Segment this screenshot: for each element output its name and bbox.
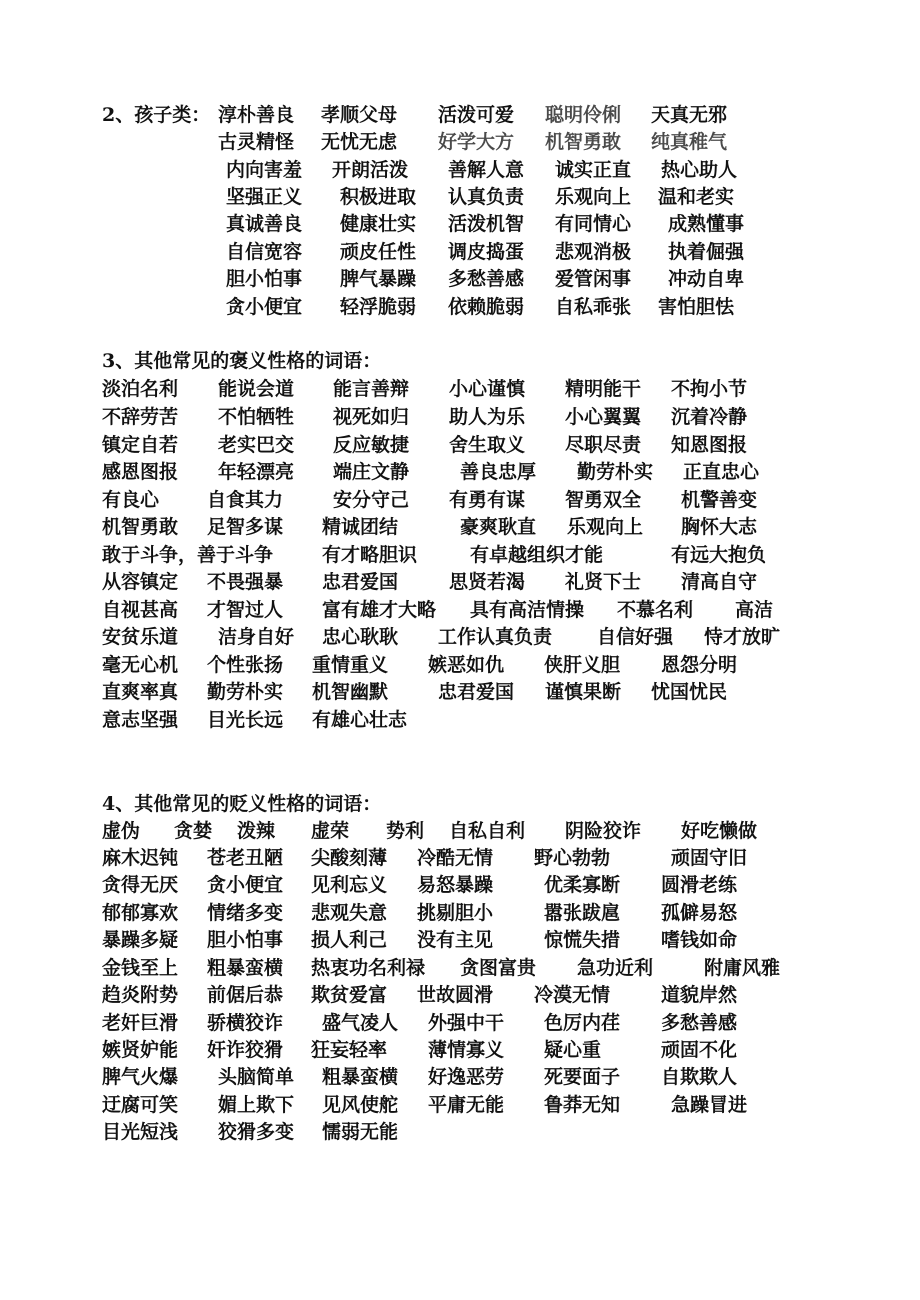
- trait-word: 贪得无厌: [102, 874, 179, 896]
- trait-word: 情绪多变: [207, 902, 284, 924]
- trait-word: 安分守己: [333, 489, 410, 511]
- word-row: [0, 513, 920, 541]
- trait-word: 好逸恶劳: [428, 1066, 505, 1088]
- trait-word: 色厉内荏: [544, 1012, 621, 1034]
- trait-word: 孤僻易怒: [661, 902, 738, 924]
- word-row: [0, 458, 920, 486]
- trait-word: 疑心重: [544, 1039, 602, 1061]
- trait-word: 爱管闲事: [555, 268, 632, 290]
- trait-word: 虚伪: [102, 820, 141, 842]
- trait-word: 智勇双全: [565, 489, 642, 511]
- section-heading: 3、其他常见的褒义性格的词语：: [102, 350, 382, 372]
- word-row: [0, 238, 920, 266]
- section-heading: 2、孩子类：: [102, 104, 211, 126]
- word-row: [0, 1009, 920, 1037]
- trait-word: 感恩图报: [102, 461, 179, 483]
- trait-word: 个性张扬: [207, 654, 284, 676]
- word-row: [0, 210, 920, 238]
- trait-word: 阴险狡诈: [565, 820, 642, 842]
- trait-word: 恩怨分明: [661, 654, 738, 676]
- trait-word: 有同情心: [555, 213, 632, 235]
- trait-word: 没有主见: [417, 929, 494, 951]
- trait-word: 助人为乐: [449, 406, 526, 428]
- trait-word: 健康壮实: [340, 213, 417, 235]
- trait-word: 薄情寡义: [428, 1039, 505, 1061]
- trait-word: 见风使舵: [322, 1094, 399, 1116]
- trait-word: 镇定自若: [102, 434, 179, 456]
- word-row: [0, 375, 920, 403]
- trait-word: 悲观失意: [311, 902, 388, 924]
- word-row: [0, 844, 920, 872]
- word-row: [0, 431, 920, 459]
- trait-word: 好学大方: [438, 131, 515, 153]
- trait-word: 忠心耿耿: [322, 626, 399, 648]
- word-row: [0, 1091, 920, 1119]
- trait-word: 野心勃勃: [534, 847, 611, 869]
- trait-word: 诚实正直: [555, 159, 632, 181]
- trait-word: 挑剔胆小: [417, 902, 494, 924]
- trait-word: 恃才放旷: [704, 626, 781, 648]
- trait-word: 淡泊名利: [102, 378, 179, 400]
- trait-word: 有勇有谋: [449, 489, 526, 511]
- trait-word: 无忧无虑: [321, 131, 398, 153]
- trait-word: 顽皮任性: [340, 241, 417, 263]
- trait-word: 机智幽默: [312, 681, 389, 703]
- trait-word: 小心谨慎: [449, 378, 526, 400]
- trait-word: 知恩图报: [671, 434, 748, 456]
- trait-word: 苍老丑陋: [207, 847, 284, 869]
- trait-word: 直爽率真: [102, 681, 179, 703]
- trait-word: 机警善变: [681, 489, 758, 511]
- trait-word: 死要面子: [544, 1066, 621, 1088]
- word-row: [0, 954, 920, 982]
- trait-word: 冷酷无情: [417, 847, 494, 869]
- word-row: [0, 403, 920, 431]
- trait-word: 嫉恶如仇: [428, 654, 505, 676]
- trait-word: 损人利己: [311, 929, 388, 951]
- trait-word: 急躁冒进: [671, 1094, 748, 1116]
- trait-word: 能说会道: [218, 378, 295, 400]
- word-row: [0, 265, 920, 293]
- section-heading: 4、其他常见的贬义性格的词语：: [102, 793, 382, 815]
- trait-word: 善良忠厚: [460, 461, 537, 483]
- trait-word: 趋炎附势: [102, 984, 179, 1006]
- trait-word: 目光长远: [207, 709, 284, 731]
- trait-word: 调皮捣蛋: [448, 241, 525, 263]
- trait-word: 老奸巨滑: [102, 1012, 179, 1034]
- trait-word: 有远大抱负: [671, 544, 767, 566]
- trait-word: 顽固不化: [661, 1039, 738, 1061]
- trait-word: 外强中干: [428, 1012, 505, 1034]
- trait-word: 内向害羞: [226, 159, 303, 181]
- trait-word: 清高自守: [681, 571, 758, 593]
- word-row: [0, 678, 920, 706]
- trait-word: 害怕胆怯: [658, 296, 735, 318]
- trait-word: 豪爽耿直: [460, 516, 537, 538]
- trait-word: 机智勇敢: [545, 131, 622, 153]
- trait-word: 泼辣: [237, 820, 276, 842]
- trait-word: 不辞劳苦: [102, 406, 179, 428]
- trait-word: 忧国忧民: [651, 681, 728, 703]
- trait-word: 具有高洁情操: [470, 599, 585, 621]
- trait-word: 粗暴蛮横: [207, 957, 284, 979]
- trait-word: 老实巴交: [218, 434, 295, 456]
- trait-word: 奸诈狡猾: [207, 1039, 284, 1061]
- trait-word: 见利忘义: [311, 874, 388, 896]
- word-row: [0, 1118, 920, 1146]
- trait-word: 附庸风雅: [704, 957, 781, 979]
- trait-word: 懦弱无能: [322, 1121, 399, 1143]
- trait-word: 贪小便宜: [207, 874, 284, 896]
- trait-word: 正直忠心: [683, 461, 760, 483]
- word-row: [0, 899, 920, 927]
- word-row: [0, 871, 920, 899]
- trait-word: 自视甚高: [102, 599, 179, 621]
- trait-word: 勤劳朴实: [577, 461, 654, 483]
- trait-word: 道貌岸然: [661, 984, 738, 1006]
- trait-word: 认真负责: [448, 186, 525, 208]
- trait-word: 嗜钱如命: [661, 929, 738, 951]
- trait-word: 谨慎果断: [545, 681, 622, 703]
- trait-word: 前倨后恭: [207, 984, 284, 1006]
- trait-word: 麻木迟钝: [102, 847, 179, 869]
- trait-word: 嫉贤妒能: [102, 1039, 179, 1061]
- trait-word: 意志坚强: [102, 709, 179, 731]
- trait-word: 嚣张跋扈: [544, 902, 621, 924]
- trait-word: 勤劳朴实: [207, 681, 284, 703]
- word-row: [0, 293, 920, 321]
- word-row: [0, 156, 920, 184]
- trait-word: 视死如归: [333, 406, 410, 428]
- word-row: [0, 1036, 920, 1064]
- trait-word: 积极进取: [340, 186, 417, 208]
- trait-word: 迂腐可笑: [102, 1094, 179, 1116]
- trait-word: 重情重义: [312, 654, 389, 676]
- trait-word: 毫无心机: [102, 654, 179, 676]
- trait-word: 世故圆滑: [417, 984, 494, 1006]
- trait-word: 不畏强暴: [207, 571, 284, 593]
- trait-word: 洁身自好: [218, 626, 295, 648]
- trait-word: 端庄文静: [333, 461, 410, 483]
- trait-word: 脾气暴躁: [340, 268, 417, 290]
- trait-word: 自私自利: [449, 820, 526, 842]
- trait-word: 多愁善感: [448, 268, 525, 290]
- trait-word: 鲁莽无知: [544, 1094, 621, 1116]
- trait-word: 高洁: [735, 599, 774, 621]
- trait-word: 狂妄轻率: [311, 1039, 388, 1061]
- word-row: [0, 486, 920, 514]
- trait-word: 小心翼翼: [565, 406, 642, 428]
- trait-word: 冲动自卑: [668, 268, 745, 290]
- trait-word: 贪婪: [174, 820, 213, 842]
- trait-word: 天真无邪: [651, 104, 728, 126]
- trait-word: 胆小怕事: [207, 929, 284, 951]
- trait-word: 反应敏捷: [333, 434, 410, 456]
- trait-word: 有雄心壮志: [312, 709, 408, 731]
- trait-word: 善解人意: [448, 159, 525, 181]
- trait-word: 不怕牺牲: [218, 406, 295, 428]
- trait-word: 才智过人: [207, 599, 284, 621]
- trait-word: 淳朴善良: [218, 104, 295, 126]
- trait-word: 温和老实: [658, 186, 735, 208]
- trait-word: 尽职尽责: [565, 434, 642, 456]
- trait-word: 乐观向上: [567, 516, 644, 538]
- trait-word: 精明能干: [565, 378, 642, 400]
- trait-word: 礼贤下士: [565, 571, 642, 593]
- trait-word: 盛气凌人: [322, 1012, 399, 1034]
- trait-word: 活泼机智: [448, 213, 525, 235]
- word-row: [0, 926, 920, 954]
- trait-word: 有良心: [102, 489, 160, 511]
- trait-word: 金钱至上: [102, 957, 179, 979]
- trait-word: 势利: [386, 820, 425, 842]
- trait-word: 自食其力: [207, 489, 284, 511]
- trait-word: 贪小便宜: [226, 296, 303, 318]
- trait-word: 欺贫爱富: [311, 984, 388, 1006]
- trait-word: 自欺欺人: [661, 1066, 738, 1088]
- word-row: [0, 1063, 920, 1091]
- trait-word: 成熟懂事: [668, 213, 745, 235]
- trait-word: 骄横狡诈: [207, 1012, 284, 1034]
- trait-word: 媚上欺下: [218, 1094, 295, 1116]
- trait-word: 安贫乐道: [102, 626, 179, 648]
- trait-word: 纯真稚气: [651, 131, 728, 153]
- trait-word: 平庸无能: [428, 1094, 505, 1116]
- trait-word: 虚荣: [311, 820, 350, 842]
- trait-word: 目光短浅: [102, 1121, 179, 1143]
- word-row: [0, 596, 920, 624]
- trait-word: 孝顺父母: [321, 104, 398, 126]
- word-row: [0, 568, 920, 596]
- trait-word: 工作认真负责: [438, 626, 553, 648]
- trait-word: 狡猾多变: [218, 1121, 295, 1143]
- trait-word: 不慕名利: [617, 599, 694, 621]
- trait-word: 坚强正义: [226, 186, 303, 208]
- trait-word: 胸怀大志: [681, 516, 758, 538]
- trait-word: 开朗活泼: [332, 159, 409, 181]
- trait-word: 贪图富贵: [460, 957, 537, 979]
- trait-word: 年轻漂亮: [218, 461, 295, 483]
- trait-word: 热衷功名利禄: [311, 957, 426, 979]
- trait-word: 粗暴蛮横: [322, 1066, 399, 1088]
- word-row: [0, 706, 920, 734]
- trait-word: 热心助人: [661, 159, 738, 181]
- word-row: [0, 651, 920, 679]
- trait-word: 顽固守旧: [671, 847, 748, 869]
- word-row: [0, 981, 920, 1009]
- trait-word: 好吃懒做: [681, 820, 758, 842]
- trait-word: 忠君爱国: [322, 571, 399, 593]
- trait-word: 优柔寡断: [544, 874, 621, 896]
- trait-word: 暴躁多疑: [102, 929, 179, 951]
- trait-word: 侠肝义胆: [544, 654, 621, 676]
- word-row: [0, 541, 920, 569]
- trait-word: 胆小怕事: [226, 268, 303, 290]
- word-row: [0, 817, 920, 845]
- trait-word: 不拘小节: [671, 378, 748, 400]
- trait-word: 郁郁寡欢: [102, 902, 179, 924]
- trait-word: 急功近利: [577, 957, 654, 979]
- trait-word: 精诚团结: [322, 516, 399, 538]
- trait-word: 脾气火爆: [102, 1066, 179, 1088]
- trait-word: 自私乖张: [555, 296, 632, 318]
- trait-word: 尖酸刻薄: [311, 847, 388, 869]
- trait-word: 从容镇定: [102, 571, 179, 593]
- trait-word: 依赖脆弱: [448, 296, 525, 318]
- trait-word: 沉着冷静: [671, 406, 748, 428]
- trait-word: 舍生取义: [449, 434, 526, 456]
- word-row: [0, 183, 920, 211]
- trait-word: 忠君爱国: [438, 681, 515, 703]
- trait-word: 活泼可爱: [438, 104, 515, 126]
- word-row: [0, 101, 920, 129]
- trait-word: 能言善辩: [333, 378, 410, 400]
- trait-word: 富有雄才大略: [322, 599, 437, 621]
- trait-word: 乐观向上: [555, 186, 632, 208]
- trait-word: 足智多谋: [207, 516, 284, 538]
- trait-word: 机智勇敢: [102, 516, 179, 538]
- trait-word: 古灵精怪: [218, 131, 295, 153]
- trait-word: 思贤若渴: [449, 571, 526, 593]
- trait-word: 易怒暴躁: [417, 874, 494, 896]
- trait-word: 圆滑老练: [661, 874, 738, 896]
- trait-word: 敢于斗争，善于斗争: [102, 544, 274, 566]
- trait-word: 惊慌失措: [544, 929, 621, 951]
- trait-word: 多愁善感: [661, 1012, 738, 1034]
- word-row: [0, 128, 920, 156]
- trait-word: 聪明伶俐: [545, 104, 622, 126]
- trait-word: 有卓越组织才能: [470, 544, 604, 566]
- trait-word: 头脑简单: [218, 1066, 295, 1088]
- trait-word: 悲观消极: [555, 241, 632, 263]
- word-row: [0, 623, 920, 651]
- trait-word: 有才略胆识: [322, 544, 418, 566]
- trait-word: 轻浮脆弱: [340, 296, 417, 318]
- trait-word: 冷漠无情: [534, 984, 611, 1006]
- trait-word: 执着倔强: [668, 241, 745, 263]
- trait-word: 自信好强: [597, 626, 674, 648]
- trait-word: 真诚善良: [226, 213, 303, 235]
- trait-word: 自信宽容: [226, 241, 303, 263]
